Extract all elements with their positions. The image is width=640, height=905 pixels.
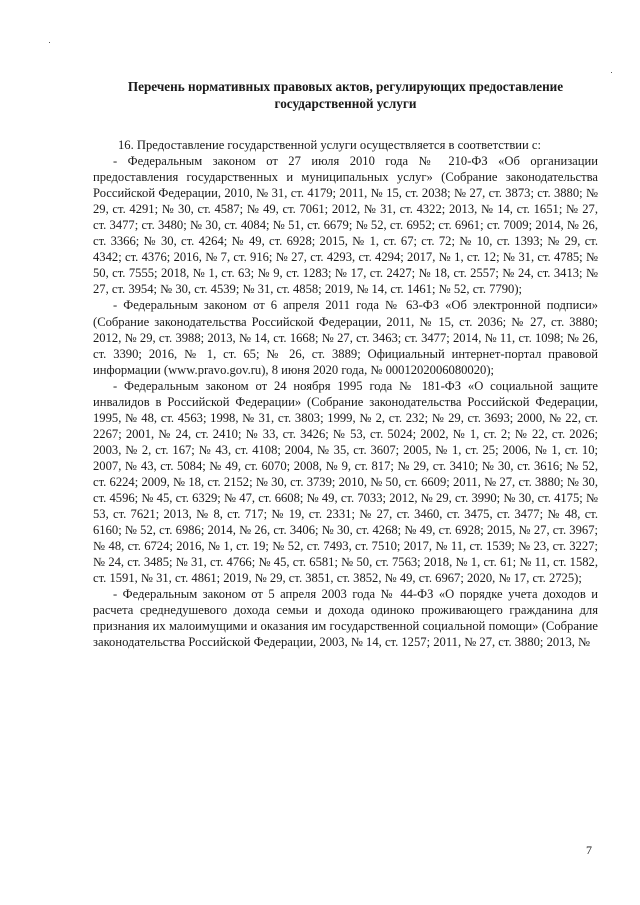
document-page [93,78,598,651]
scan-speck [611,72,612,73]
page-number: 7 [586,843,592,857]
law-item-44fz: - Федеральным законом от 5 апреля 2003 года № 44-ФЗ «О порядке учета доходов и расчета среднедушевого дохода семьи и дохода одиноко проживающего гражданина для признания их малоимущими и оказания им государственной социальной помощи» (Собрание законодательства Российской Федерации, 2003, № 14, ст. 1257; 2011, № 27, ст. 3880; 2013, № [93,587,598,650]
law-item-181fz: - Федеральным законом от 24 ноября 1995 года № 181-ФЗ «О социальной защите инвалидов в Российской Федерации» (Собрание законодательства Российской Федерации, 1995, № 48, ст. 4563; 1998, № 31, ст. 3803; 1999, № 2, ст. 232; № 29, ст. 3693; 2000, № 22, ст. 2267; 2001, № 24, ст. 2410; № 33, ст. 3426; № 53, ст. 5024; 2002, № 1, ст. 2; № 22, ст. 2026; 2003, № 2, ст. 167; № 43, ст. 4108; 2004, № 35, ст. 3607; 2005, № 1, ст. 25; 2006, № 1, ст. 10; 2007, № 43, ст. 5084; № 49, ст. 6070; 2008, № 9, ст. 817; № 29, ст. 3410; № 30, ст. 3616; № 52, ст. 6224; 2009, № 18, ст. 2152; № 30, ст. 3739; 2010, № 50, ст. 6609; 2011, № 27, ст. 3880; № 30, ст. 4596; № 45, ст. 6329; № 47, ст. 6608; № 49, ст. 7033; 2012, № 29, ст. 3990; № 30, ст. 4175; № 53, ст. 7621; 2013, № 8, ст. 717; № 19, ст. 2331; № 27, ст. 3460, ст. 3475, ст. 3477; № 48, ст. 6160; № 52, ст. 6986; 2014, № 26, ст. 3406; № 30, ст. 4268; № 49, ст. 6928; 2015, № 27, ст. 3967; № 48, ст. 6724; 2016, № 1, ст. 19; № 52, ст. 7493, ст. 7510; 2017, № 11, ст. 1539; № 23, ст. 3227; № 24, ст. 3485; № 31, ст. 4766; № 45, ст. 6581; № 50, ст. 7563; 2018, № 1, ст. 61; № 11, ст. 1582, ст. 1591, № 31, ст. 4861; 2019, № 29, ст. 3851, ст. 3852, № 49, ст. 6967; 2020, № 17, ст. 2725); [93,378,598,586]
law-item-210fz: - Федеральным законом от 27 июля 2010 года № 210-ФЗ «Об организации предоставления государственных и муниципальных услуг» (Собрание законодательства Российской Федерации, 2010, № 31, ст. 4179; 2011, № 15, ст. 2038; № 27, ст. 3873; ст. 3880; № 29, ст. 4291; № 30, ст. 4587; № 49, ст. 7061; 2012, № 31, ст. 4322; 2013, № 14, ст. 1651; № 27, ст. 3477; ст. 3480; № 30, ст. 4084; № 51, ст. 6679; № 52, ст. 6952; ст. 6961; ст. 7009; 2014, № 26, ст. 3366; № 30, ст. 4264; № 49, ст. 6928; 2015, № 1, ст. 67; ст. 72; № 10, ст. 1393; № 29, ст. 4342; ст. 4376; 2016, № 7, ст. 916; № 27, ст. 4293, ст. 4294; 2017, № 1, ст. 12; № 31, ст. 4785; № 50, ст. 7555; 2018, № 1, ст. 63; № 9, ст. 1283; № 17, ст. 2427; № 18, ст. 2557; № 24, ст. 3413; № 27, ст. 3954; № 30, ст. 4539; № 31, ст. 4858; 2019, № 14, ст. 1461; № 52, ст. 7790); [93,154,598,297]
intro-paragraph: 16. Предоставление государственной услуги осуществляется в соответствии с: [118,138,542,152]
document-heading: Перечень нормативных правовых актов, регулирующих предоставление государственной услуги [127,79,564,111]
law-item-63fz: - Федеральным законом от 6 апреля 2011 года № 63-ФЗ «Об электронной подписи» (Собрание законодательства Российской Федерации, 2011, № 15, ст. 2036; № 27, ст. 3880; 2012, № 29, ст. 3988; 2013, № 14, ст. 1668; № 27, ст. 3463; ст. 3477; 2014, № 11, ст. 1098; № 26, ст. 3390; 2016, № 1, ст. 65; № 26, ст. 3889; Официальный интернет-портал правовой информации (www.pravo.gov.ru), 8 июня 2020 года, № 0001202006080020); [93,298,598,377]
scan-speck [49,42,50,43]
